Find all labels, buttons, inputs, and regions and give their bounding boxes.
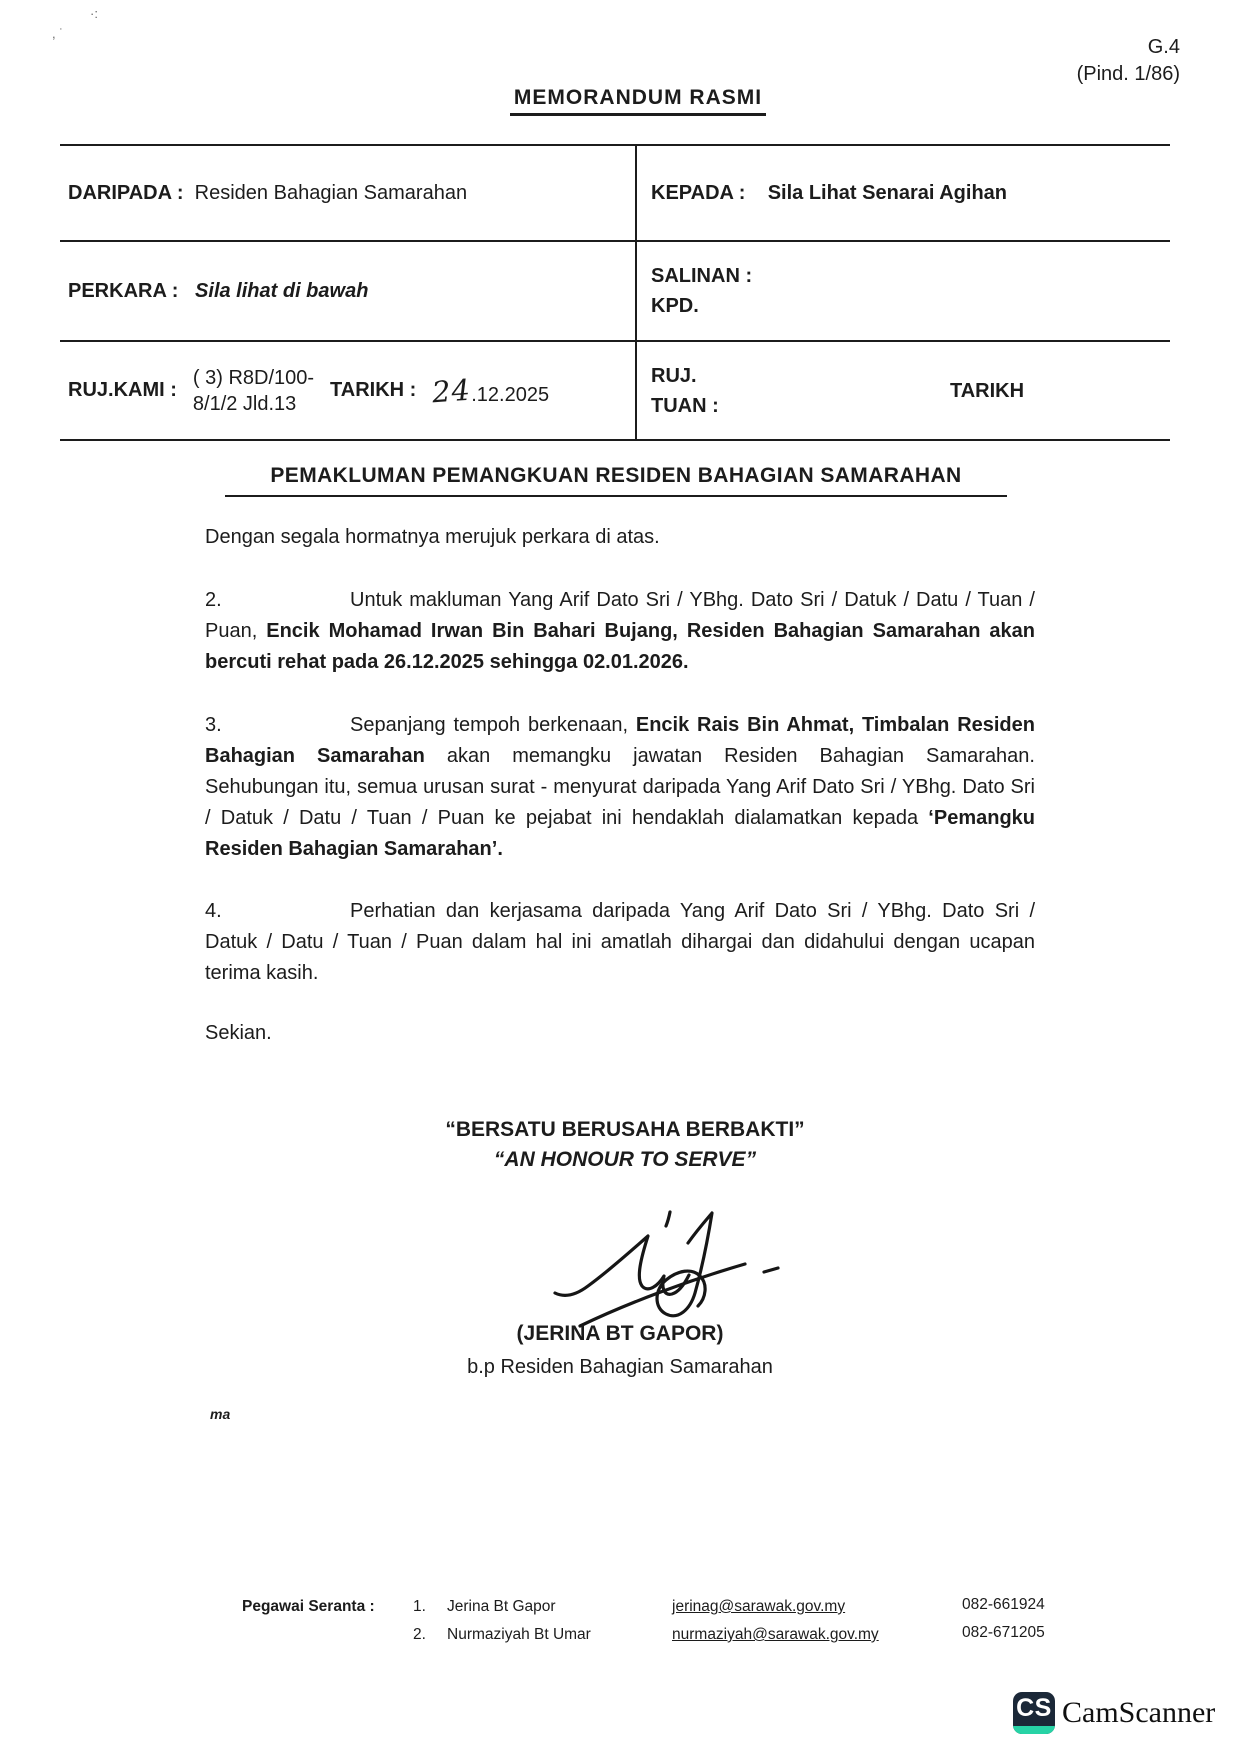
perkara-value: Sila lihat di bawah [195,279,369,302]
scan-artifact: , ˙ [52,26,64,41]
handwritten-day: 24 [431,372,473,409]
memo-header-table [60,144,1170,441]
paragraph-number: 3. [205,714,222,736]
scan-artifact: ·: [90,6,98,21]
form-code-block [880,34,1180,88]
signer-name: (JERINA BT GAPOR) [516,1322,724,1345]
perkara-cell [60,241,636,341]
document-title-wrap [0,86,1240,116]
ruj-tuan-label: RUJ. TUAN : [651,364,719,417]
camscanner-icon-letters: CS [1016,1694,1052,1722]
kpd-label: KPD. [651,295,699,317]
contact-phone: 082-661924 [962,1596,1045,1613]
form-code: G.4 [1147,36,1180,58]
closing-word: Sekian. [205,1022,272,1044]
tarikh-right-label: TARIKH [949,380,1025,402]
typist-initials: ma [210,1406,231,1422]
ruj-tuan-cell [636,341,1170,440]
ruj-kami-value: ( 3) R8D/100- 8/1/2 Jld.13 [192,366,315,415]
salinan-cell [636,241,1170,341]
footer-label: Pegawai Seranta : [242,1598,375,1615]
tarikh-label: TARIKH : [330,379,417,401]
signer-title: b.p Residen Bahagian Samarahan [467,1356,773,1378]
kepada-value: Sila Lihat Senarai Agihan [767,181,1008,204]
contact-num: 2. [413,1626,426,1643]
contact-name: Jerina Bt Gapor [447,1598,556,1615]
motto-line-1: “BERSATU BERUSAHA BERBAKTI” [445,1118,805,1141]
form-revision: (Pind. 1/86) [1076,63,1180,85]
paragraph-2: 2. Untuk makluman Yang Arif Dato Sri / YBhg. Dato Sri / Datuk / Datu / Tuan / Puan, Encik Mohamad Irwan Bin Bahari Bujang, Residen Bahagian Samarahan akan bercuti rehat pada 26.12.2025 sehingga 02.01.2026. [205,585,1035,678]
kepada-cell [636,145,1170,241]
camscanner-brand: CamScanner [1062,1696,1216,1729]
ruj-kami-cell [60,341,636,440]
contact-row [413,1626,591,1644]
paragraph-3: 3. Sepanjang tempoh berkenaan, Encik Rais Bin Ahmat, Timbalan Residen Bahagian Samarahan akan memangku jawatan Residen Bahagian Samarahan. Sehubungan itu, semua urusan surat - menyurat daripada Yang Arif Dato Sri / YBhg. Dato Sri / Datuk / Datu / Tuan / Puan ke pejabat ini hendaklah dialamatkan kepada ‘Pemangku Residen Bahagian Samarahan’. [205,710,1035,865]
daripada-cell [60,145,636,241]
perkara-label: PERKARA : [68,279,179,302]
subject-heading: PEMAKLUMAN PEMANGKUAN RESIDEN BAHAGIAN SAMARAHAN [225,464,1007,497]
handwritten-signature [540,1198,800,1338]
paragraph-number: 4. [205,900,222,922]
contact-email[interactable]: jerinag@sarawak.gov.my [672,1598,846,1615]
paragraph-4: 4. Perhatian dan kerjasama daripada Yang Arif Dato Sri / YBhg. Dato Sri / Datuk / Datu / Tuan / Puan dalam hal ini amatlah dihargai dan didahului dengan ucapan terima kasih. [205,896,1035,989]
contact-name: Nurmaziyah Bt Umar [447,1626,591,1643]
contact-row [413,1598,556,1616]
daripada-value: Residen Bahagian Samarahan [194,181,468,204]
salinan-label: SALINAN : [651,265,753,287]
signature-apostrophe [666,1212,670,1226]
subject-heading-wrap [225,464,1007,497]
contact-num: 1. [413,1598,426,1615]
contact-email[interactable]: nurmaziyah@sarawak.gov.my [672,1626,879,1643]
camscanner-icon [1013,1692,1055,1734]
document-title: MEMORANDUM RASMI [510,86,766,116]
paragraph-1: Dengan segala hormatnya merujuk perkara di atas. [205,526,660,548]
paragraph-number: 2. [205,589,222,611]
signature-dash [764,1268,778,1272]
camscanner-icon-strip [1013,1726,1055,1734]
ruj-kami-label: RUJ.KAMI : [68,379,177,401]
motto-line-2: “AN HONOUR TO SERVE” [493,1148,757,1171]
kepada-label: KEPADA : [651,181,746,204]
daripada-label: DARIPADA : [68,181,184,204]
tarikh-value: 24.12.2025 [431,372,550,409]
contact-phone: 082-671205 [962,1624,1045,1641]
